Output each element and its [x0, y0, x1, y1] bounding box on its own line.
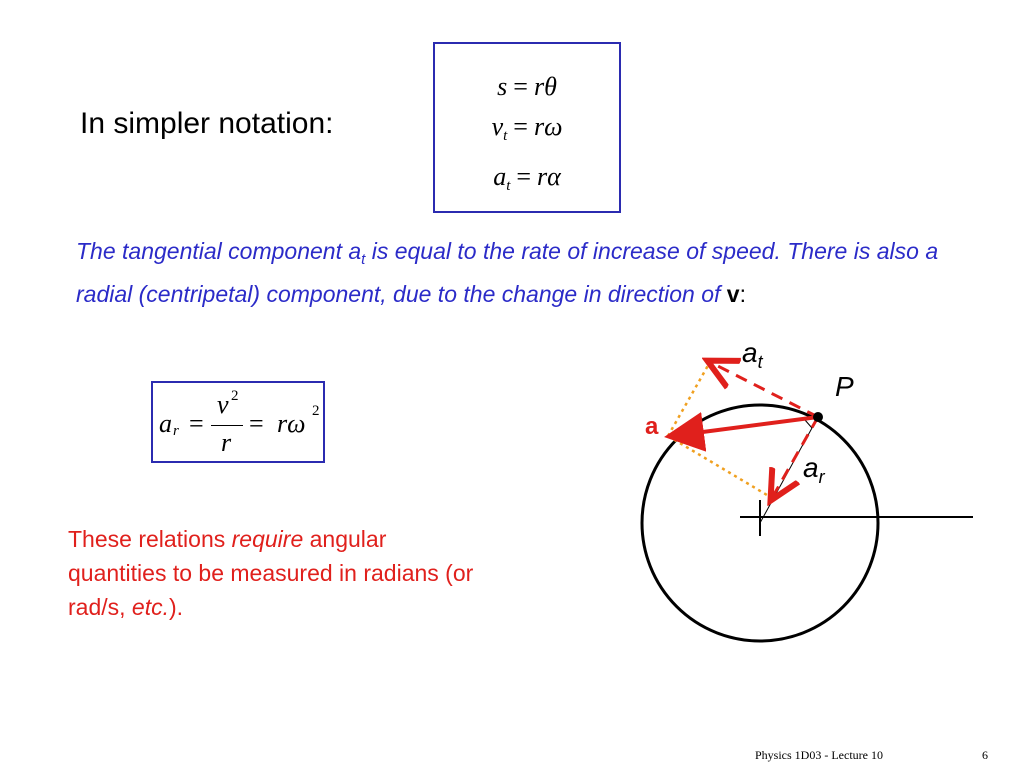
label-at-sub: t: [757, 352, 763, 372]
footer-page-number: 6: [982, 748, 988, 762]
footer-course: Physics 1D03 - Lecture 10: [755, 748, 883, 762]
eq2-op: =: [513, 112, 528, 141]
equations-box: [433, 42, 621, 213]
eq1-op: =: [513, 72, 528, 101]
slide-heading: In simpler notation:: [80, 107, 334, 140]
note-text-1: These relations: [68, 526, 232, 552]
eq2-sub: t: [503, 128, 508, 144]
eq3-rhs: rα: [537, 162, 561, 191]
fraction-bar: [211, 425, 243, 426]
construction-line-1: [668, 362, 710, 436]
label-radial-accel: [803, 452, 825, 488]
note-italic-require: require: [231, 526, 304, 552]
eq1-rhs: rθ: [533, 72, 557, 101]
eq3-sub: t: [506, 178, 511, 194]
label-total-accel: a: [645, 413, 659, 440]
radial-eq-sign-2: =: [249, 409, 264, 438]
label-point-p: P: [835, 371, 854, 402]
note-text-3: ).: [169, 594, 184, 620]
para-subscript: t: [361, 251, 366, 268]
para-colon: :: [739, 281, 746, 307]
circular-motion-diagram: [620, 330, 980, 650]
radial-rhs-exp: 2: [312, 403, 320, 419]
para-text-1: The tangential component a: [76, 238, 362, 264]
radial-rhs: rω: [277, 409, 306, 438]
equation-tangential-velocity: [435, 112, 619, 145]
label-ar-letter: a: [803, 452, 819, 483]
radians-note: [68, 522, 488, 624]
label-ar-sub: r: [818, 467, 825, 487]
right-angle-mark: [805, 420, 812, 428]
note-text-2: angular quantities to be measured in radians (or rad/s,: [68, 526, 474, 620]
point-p-dot: [813, 412, 823, 422]
eq2-rhs: rω: [533, 112, 563, 141]
radial-numerator-exp: 2: [231, 388, 239, 404]
para-text-2: is equal to the rate of increase of speed. There is also a radial (centripetal) component, due to the change in direction of: [76, 238, 939, 307]
equation-tangential-acceleration: [435, 162, 619, 195]
construction-line-2: [668, 436, 772, 498]
label-at-letter: a: [742, 337, 758, 368]
eq3-op: =: [516, 162, 532, 191]
eq1-lhs: s: [497, 72, 508, 101]
label-tangential-accel: [742, 337, 763, 373]
radial-equation-box: [151, 381, 325, 463]
note-italic-etc: etc.: [131, 594, 169, 620]
explanation-paragraph: [76, 234, 976, 311]
radial-lhs-sub: r: [173, 423, 179, 439]
equation-arc-length: [435, 72, 619, 102]
radial-denominator: r: [221, 428, 232, 457]
para-vector-v: v: [726, 281, 740, 307]
radial-numerator: v: [217, 390, 229, 419]
eq3-lhs: a: [493, 162, 507, 191]
eq2-lhs: v: [491, 112, 504, 141]
radial-lhs: a: [159, 409, 172, 438]
radial-eq-sign-1: =: [189, 409, 204, 438]
